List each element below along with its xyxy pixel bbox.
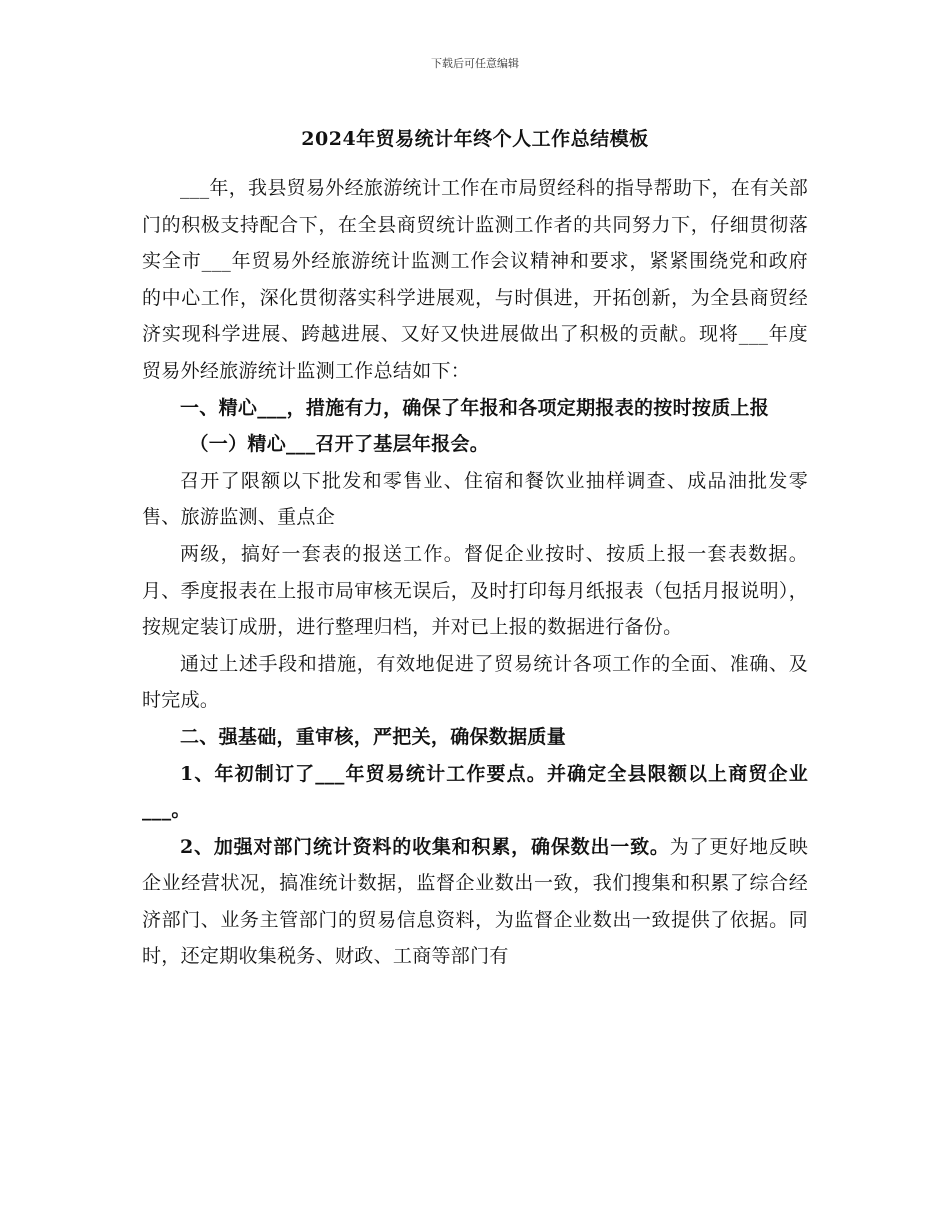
section-heading-2: 二、强基础，重审核，严把关，确保数据质量 [180,725,567,748]
body-paragraph: 通过上述手段和措施，有效地促进了贸易统计各项工作的全面、准确、及时完成。 [142,652,808,712]
paragraph-text: 为了更好地反映企业经营状况，搞准统计数据，监督企业数出一致，我们搜集和积累了综合经济部门、业务主管部门的贸易信息资料，为监督企业数出一致提供了依据。同时，还定期收集税务、财政、工商等部门有 [142,835,808,968]
subsection-heading-2-1: 1、年初制订了___年贸易统计工作要点。并确定全县限额以上商贸企业___。 [142,762,808,822]
bold-lead-text: 2、加强对部门统计资料的收集和积累，确保数出一致。 [180,835,670,858]
document-body [142,170,808,975]
document-title: 2024年贸易统计年终个人工作总结模板 [301,128,649,150]
page-header-note: 下载后可任意编辑 [431,57,519,70]
intro-paragraph: ___年，我县贸易外经旅游统计工作在市局贸经科的指导帮助下，在有关部门的积极支持配合下，在全县商贸统计监测工作者的共同努力下，仔细贯彻落实全市___年贸易外经旅游统计监测工作会议精神和要求，紧紧围绕党和政府的中心工作，深化贯彻落实科学进展观，与时俱进，开拓创新，为全县商贸经济实现科学进展、跨越进展、又好又快进展做出了积极的贡献。现将___年度贸易外经旅游统计监测工作总结如下： [142,177,808,382]
section-heading-1: 一、精心___，措施有力，确保了年报和各项定期报表的按时按质上报 [180,396,770,419]
subsection-heading-1-1: （一）精心___召开了基层年报会。 [189,433,490,456]
body-paragraph: 两级，搞好一套表的报送工作。督促企业按时、按质上报一套表数据。月、季度报表在上报市局审核无误后，及时打印每月纸报表（包括月报说明），按规定装订成册，进行整理归档，并对已上报的数据进行备份。 [142,542,809,639]
body-paragraph: 召开了限额以下批发和零售业、住宿和餐饮业抽样调查、成品油批发零售、旅游监测、重点企 [142,469,808,529]
body-paragraph-2-2 [142,829,808,975]
